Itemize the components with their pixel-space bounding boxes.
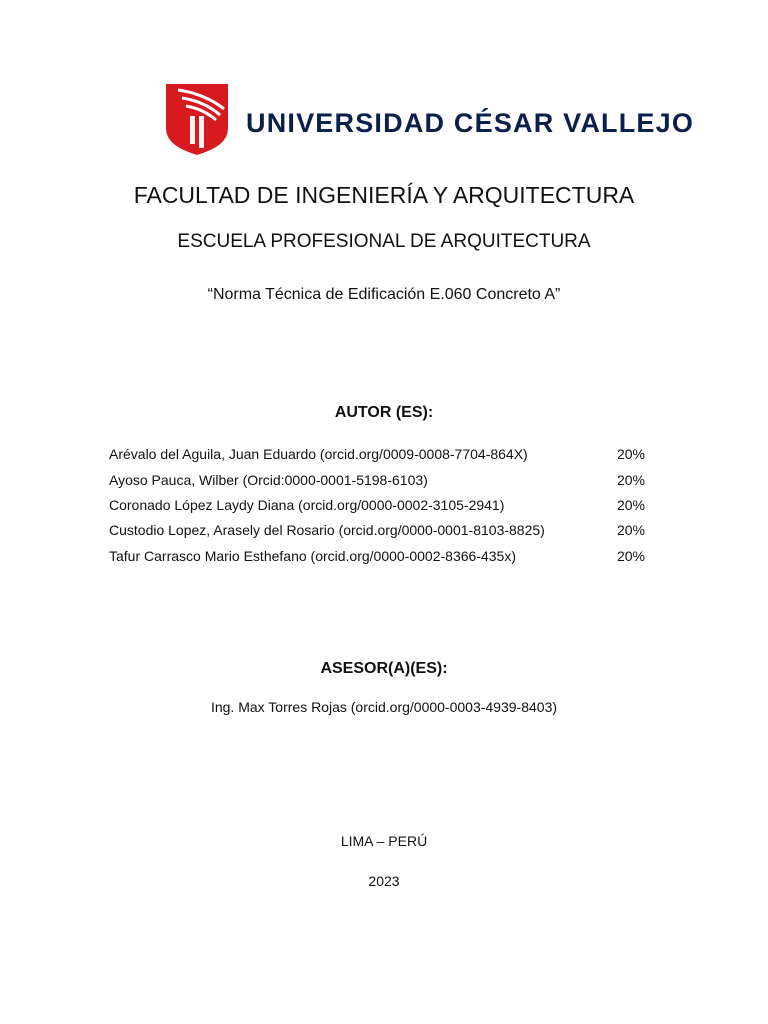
- author-row: [109, 472, 649, 492]
- author-name: Ayoso Pauca, Wilber (Orcid:0000-0001-5198-6103): [109, 472, 428, 488]
- university-name: UNIVERSIDAD CÉSAR VALLEJO: [246, 108, 695, 138]
- author-name: Coronado López Laydy Diana (orcid.org/0000-0002-3105-2941): [109, 497, 505, 513]
- author-share: 20%: [616, 522, 645, 538]
- author-row: [109, 548, 649, 568]
- faculty-title: FACULTAD DE INGENIERÍA Y ARQUITECTURA: [133, 182, 635, 208]
- author-name: Tafur Carrasco Mario Esthefano (orcid.org/0000-0002-8366-435x): [109, 548, 516, 564]
- author-share: 20%: [616, 446, 645, 462]
- author-share: 20%: [616, 497, 645, 513]
- year-label: 2023: [368, 873, 400, 889]
- place-label: LIMA – PERÚ: [340, 833, 428, 849]
- advisors-heading: ASESOR(A)(ES):: [320, 660, 448, 677]
- shield-icon: [164, 82, 230, 156]
- authors-heading: AUTOR (ES):: [334, 404, 434, 421]
- school-title: ESCUELA PROFESIONAL DE ARQUITECTURA: [177, 231, 591, 252]
- author-row: [109, 446, 649, 466]
- author-share: 20%: [616, 472, 645, 488]
- author-row: [109, 522, 649, 542]
- author-name: Arévalo del Aguila, Juan Eduardo (orcid.org/0009-0008-7704-864X): [109, 446, 528, 462]
- author-row: [109, 497, 649, 517]
- author-share: 20%: [616, 548, 645, 564]
- document-title: “Norma Técnica de Edificación E.060 Concreto A”: [207, 286, 561, 303]
- author-name: Custodio Lopez, Arasely del Rosario (orcid.org/0000-0001-8103-8825): [109, 522, 545, 538]
- advisor-name: Ing. Max Torres Rojas (orcid.org/0000-0003-4939-8403): [210, 699, 558, 715]
- university-logo: [164, 82, 695, 156]
